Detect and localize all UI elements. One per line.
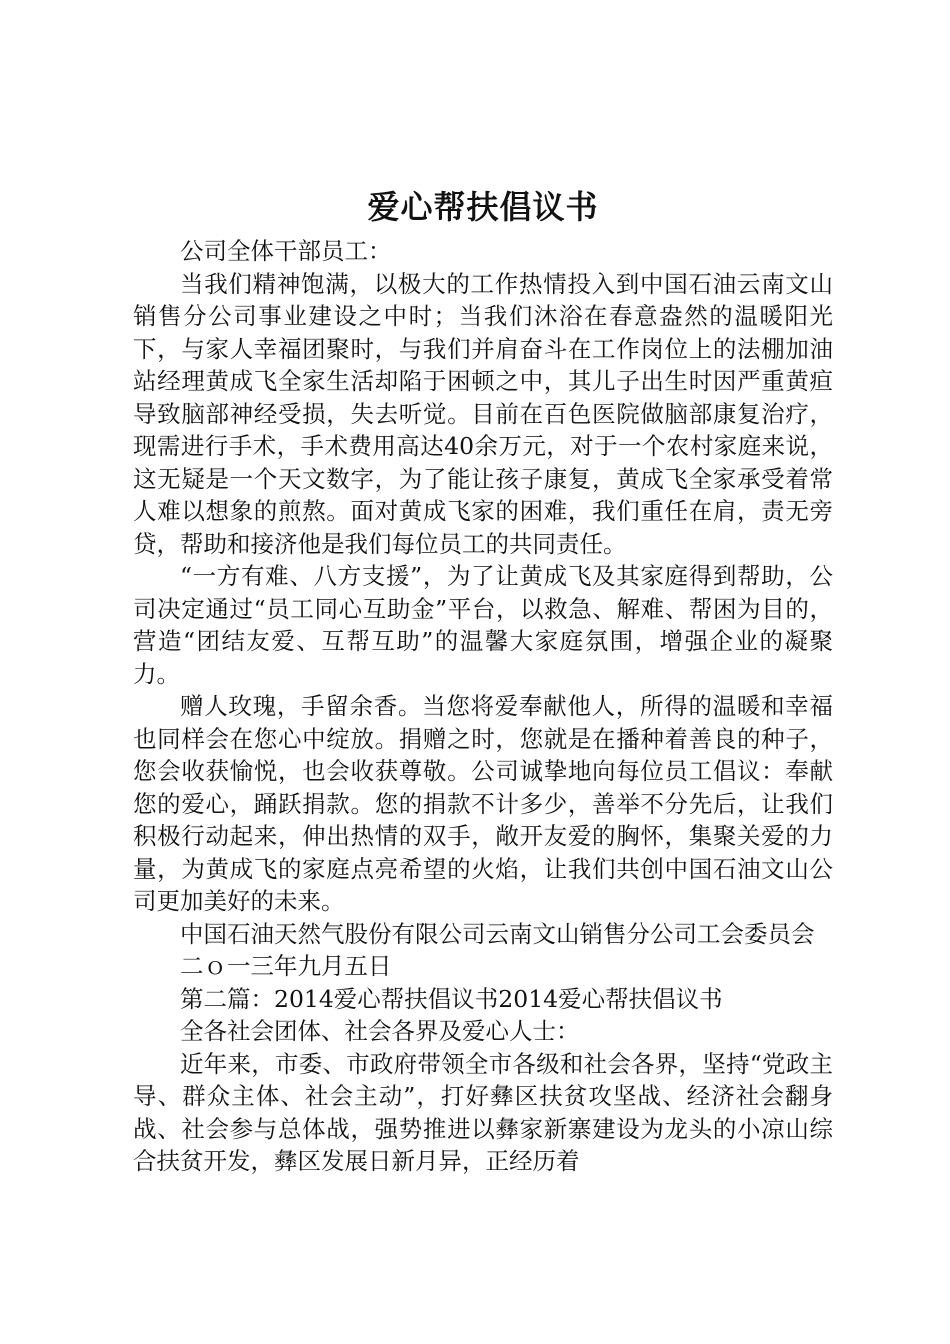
paragraph-appeal: 赠人玫瑰，手留余香。当您将爱奉献他人，所得的温暖和幸福也同样会在您心中绽放。捐赠之时，您就是在播种着善良的种子，您会收获愉悦，也会收获尊敬。公司诚挚地向每位员工倡议：奉献您的爱心，踊跃捐款。您的捐款不计多少，善举不分先后，让我们积极行动起来，伸出热情的双手，敞开友爱的胸怀，集聚关爱的力量，为黄成飞的家庭点亮希望的火焰，让我们共创中国石油文山公司更加美好的未来。 xyxy=(133,692,833,915)
document-page xyxy=(133,185,833,1178)
signature-date: 二ｏ一三年九月五日 xyxy=(180,952,392,980)
second-article-heading: 第二篇：2014爱心帮扶倡议书2014爱心帮扶倡议书 xyxy=(180,984,723,1013)
paragraph-situation: 当我们精神饱满，以极大的工作热情投入到中国石油云南文山销售分公司事业建设之中时；当我们沐浴在春意盎然的温暖阳光下，与家人幸福团聚时，与我们并肩奋斗在工作岗位上的法棚加油站经理黄成飞全家生活却陷于困顿之中，其儿子出生时因严重黄疸导致脑部神经受损，失去听觉。目前在百色医院做脑部康复治疗，现需进行手术，手术费用高达40余万元，对于一个农村家庭来说，这无疑是一个天文数字，为了能让孩子康复，黄成飞全家承受着常人难以想象的煎熬。面对黄成飞家的困难，我们重任在肩，责无旁贷，帮助和接济他是我们每位员工的共同责任。 xyxy=(133,269,833,558)
signature-organization: 中国石油天然气股份有限公司云南文山销售分公司工会委员会 xyxy=(180,919,815,948)
second-paragraph: 近年来，市委、市政府带领全市各级和社会各界，坚持“党政主导、群众主体、社会主动”，打好彝区扶贫攻坚战、经济社会翻身战、社会参与总体战，强势推进以彝家新寨建设为龙头的小凉山综合扶贫开发，彝区发展日新月异，正经历着 xyxy=(133,1049,833,1175)
document-title: 爱心帮扶倡议书 xyxy=(367,188,599,226)
second-salutation: 全各社会团体、社会各界及爱心人士： xyxy=(180,1017,580,1045)
salutation: 公司全体干部员工： xyxy=(180,237,392,265)
document-body xyxy=(133,235,833,1178)
paragraph-support: “一方有难、八方支援”，为了让黄成飞及其家庭得到帮助，公司决定通过“员工同心互助金”平台，以救急、解难、帮困为目的，营造“团结友爱、互帮互助”的温馨大家庭氛围，增强企业的凝聚力。 xyxy=(133,562,833,688)
